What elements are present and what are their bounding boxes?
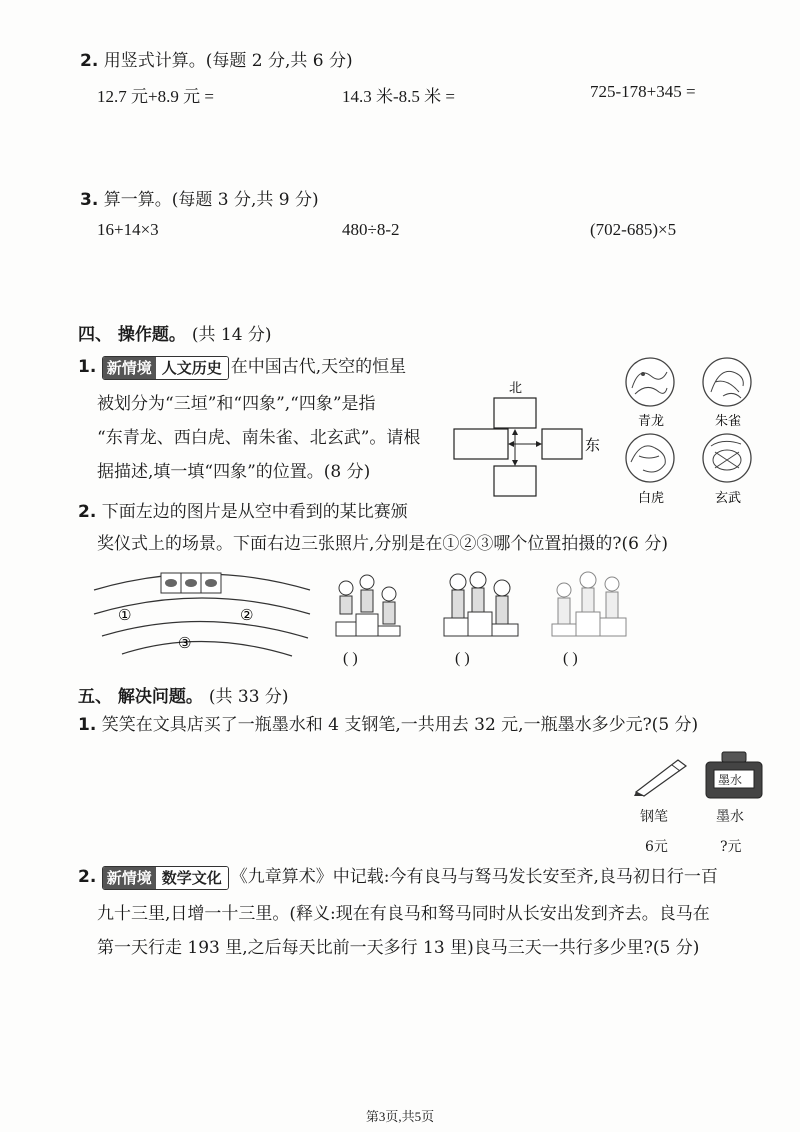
ink-price: ?元	[720, 839, 742, 855]
problem-4-2-line2: 奖仪式上的场景。下面右边三张照片,分别是在①②③哪个位置拍摄的?(6 分)	[97, 534, 669, 554]
animal-label: 青龙	[638, 414, 665, 429]
section-title: 五、 解决问题。	[78, 687, 203, 707]
ink-label: 墨水	[716, 809, 744, 825]
question-number: 3.	[80, 190, 99, 210]
photo-2	[440, 570, 524, 646]
arrow-down-icon	[512, 460, 518, 466]
east-label: 东	[585, 436, 601, 454]
arrow-left-icon	[508, 441, 514, 447]
east-answer-box[interactable]	[542, 429, 582, 459]
black-tortoise-icon	[703, 434, 751, 482]
person-icon	[496, 596, 508, 624]
position-2-label: ②	[240, 606, 254, 624]
azure-dragon-icon	[626, 358, 674, 406]
problem-5-1	[78, 708, 698, 742]
tag-humanities-history: 人文历史	[156, 357, 228, 379]
problem-text: 在中国古代,天空的恒星	[230, 357, 407, 377]
question-number: 1.	[78, 715, 97, 735]
person-icon	[582, 588, 594, 612]
tag-math-culture: 数学文化	[156, 867, 228, 889]
problem-text: 下面左边的图片是从空中看到的某比赛颁	[101, 502, 408, 522]
ink-bottle-icon	[702, 750, 766, 800]
position-1-label: ①	[118, 606, 132, 624]
answer-blank[interactable]: ( )	[563, 650, 578, 667]
expression: 480÷8-2	[342, 220, 400, 239]
problem-4-1-line1	[78, 350, 406, 384]
problem-5-2-line3: 第一天行走 193 里,之后每天比前一天多行 13 里)良马三天一共行多少里?(5 分)	[97, 938, 700, 958]
track-line	[102, 621, 308, 638]
person-icon	[472, 588, 484, 612]
question-number: 2.	[78, 502, 97, 522]
problem-5-2-line2: 九十三里,日增一十三里。(释义:现在有良马和驽马同时从长安出发到齐去。良马在	[97, 904, 710, 924]
section-5-heading	[78, 682, 289, 707]
pen-label: 钢笔	[640, 809, 668, 825]
south-answer-box[interactable]	[494, 466, 536, 496]
expression: 725-178+345 =	[590, 82, 696, 101]
photo-3	[548, 570, 632, 646]
person-icon	[383, 602, 395, 624]
question-2-heading	[80, 46, 353, 71]
animal-label: 白虎	[638, 491, 665, 506]
arrow-up-icon	[512, 429, 518, 435]
problem-5-2-line1	[78, 860, 718, 894]
north-label: 北	[509, 381, 523, 396]
question-title: 算一算。(每题 3 分,共 9 分)	[103, 190, 319, 210]
four-symbols-pictures	[615, 352, 765, 512]
section-points: (共 33 分)	[208, 687, 289, 707]
context-tag	[102, 866, 229, 890]
position-3-label: ③	[178, 634, 192, 652]
section-4-heading	[78, 320, 272, 345]
tag-new-context: 新情境	[103, 357, 156, 379]
problem-4-2-line1	[78, 495, 408, 529]
tag-new-context: 新情境	[103, 867, 156, 889]
question-number: 2.	[78, 867, 97, 887]
problem-4-1-line4: 据描述,填一填“四象”的位置。(8 分)	[97, 462, 371, 482]
problem-text: 笑笑在文具店买了一瓶墨水和 4 支钢笔,一共用去 32 元,一瓶墨水多少元?(5 分)	[101, 715, 699, 735]
person-icon	[452, 590, 464, 618]
person-icon	[340, 596, 352, 614]
person-head-icon	[205, 579, 217, 587]
question-title: 用竖式计算。(每题 2 分,共 6 分)	[103, 51, 353, 71]
person-icon	[558, 598, 570, 624]
expression: 16+14×3	[97, 220, 159, 239]
person-icon	[361, 590, 373, 612]
problem-4-1-line2: 被划分为“三垣”和“四象”,“四象”是指	[97, 394, 376, 414]
expression: 14.3 米-8.5 米 =	[342, 87, 455, 106]
animal-label: 玄武	[715, 491, 742, 506]
person-head-icon	[165, 579, 177, 587]
ink-bottle-label: 墨水	[718, 773, 743, 787]
white-tiger-icon	[626, 434, 674, 482]
north-answer-box[interactable]	[494, 398, 536, 428]
answer-blank[interactable]: ( )	[455, 650, 470, 667]
context-tag	[102, 356, 229, 380]
question-number: 2.	[80, 51, 99, 71]
west-answer-box[interactable]	[454, 429, 508, 459]
photo-1	[330, 570, 410, 646]
question-number: 1.	[78, 357, 97, 377]
four-symbols-diagram	[450, 376, 615, 501]
expression: 12.7 元+8.9 元 =	[97, 87, 214, 106]
section-points: (共 14 分)	[191, 325, 272, 345]
aerial-view-diagram	[92, 566, 312, 661]
problem-4-1-line3: “东青龙、西白虎、南朱雀、北玄武”。请根	[97, 428, 421, 448]
section-title: 四、 操作题。	[78, 325, 186, 345]
track-line	[122, 641, 292, 656]
expression: (702-685)×5	[590, 220, 677, 239]
pen-icon	[630, 752, 696, 798]
person-head-icon	[185, 579, 197, 587]
person-icon	[606, 592, 618, 618]
answer-blank[interactable]: ( )	[343, 650, 358, 667]
question-3-heading	[80, 185, 319, 210]
animal-label: 朱雀	[715, 414, 742, 429]
pen-price: 6元	[645, 839, 668, 855]
vermilion-bird-icon	[703, 358, 751, 406]
problem-text: 《九章算术》中记载:今有良马与驽马发长安至齐,良马初日行一百	[230, 867, 718, 887]
page-footer: 第3页,共5页	[365, 1109, 435, 1124]
arrow-right-icon	[536, 441, 542, 447]
